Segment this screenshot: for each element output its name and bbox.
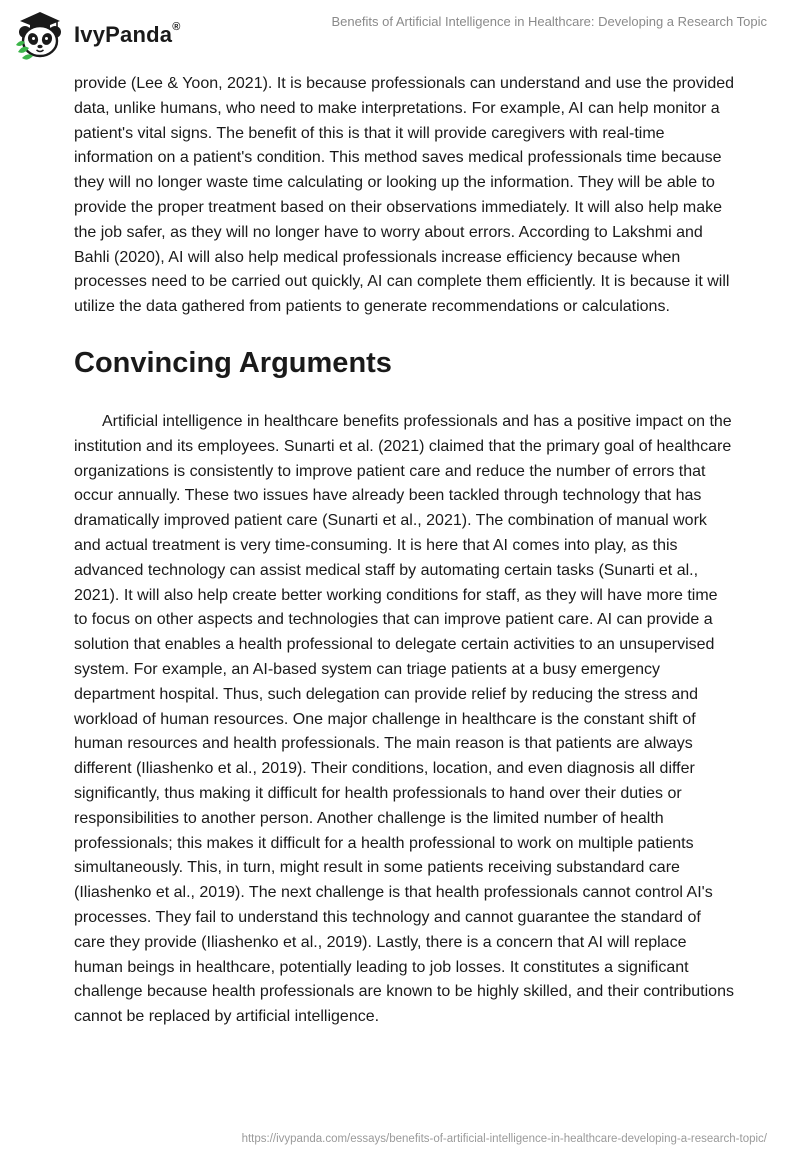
footer-url[interactable]: https://ivypanda.com/essays/benefits-of-artificial-intelligence-in-healthcare-developing-a-research-topic/ [241,1133,767,1145]
section-paragraph: Artificial intelligence in healthcare benefits professionals and has a positive impact on the institution and its employees. Sunarti et al. (2021) claimed that the primary goal of healthcare organizations is consistently to improve patient care and reduce the number of errors that occur annually. These two issues have already been tackled through technology that has dramatically improved patient care (Sunarti et al., 2021). The combination of manual work and actual treatment is very time-consuming. It is here that AI comes into play, as this advanced technology can assist medical staff by automating certain tasks (Sunarti et al., 2021). It will also help create better working conditions for staff, as they will have more time to focus on other aspects and technologies that can improve patient care. AI can provide a solution that enables a health professional to delegate certain activities to an unsupervised system. For example, an AI-based system can triage patients at a busy emergency department hospital. Thus, such delegation can provide relief by reducing the stress and workload of human resources. One major challenge in healthcare is the constant shift of human resources and health professionals. The main reason is that patients are always different (Iliashenko et al., 2019). Their conditions, location, and even diagnosis all differ significantly, thus making it difficult for health professionals to hand over their duties or responsibilities to another person. Another challenge is the limited number of health professionals; this makes it difficult for a health professional to work on multiple patients simultaneously. This, in turn, might result in some patients receiving substandard care (Iliashenko et al., 2019). The next challenge is that health professionals cannot control AI's processes. They fail to understand this technology and cannot guarantee the standard of care they provide (Iliashenko et al., 2019). Lastly, there is a concern that AI will replace human beings in healthcare, potentially leading to job losses. It constitutes a significant challenge because health professionals are known to be highly skilled, and their contributions cannot be replaced by artificial intelligence. [74,412,734,1026]
ivypanda-logo[interactable] [14,8,181,62]
logo-name: IvyPanda [74,22,173,47]
panda-graduate-icon [14,8,68,62]
essay-content [74,72,734,1030]
document-title: Benefits of Artificial Intelligence in Healthcare: Developing a Research Topic [331,14,767,29]
section-heading: Convincing Arguments [74,346,392,379]
registered-mark: ® [172,20,181,33]
logo-wordmark [74,22,181,48]
intro-paragraph: provide (Lee & Yoon, 2021). It is because professionals can understand and use the provided data, unlike humans, who need to make interpretations. For example, AI can help monitor a patient's vital signs. The benefit of this is that it will provide caregivers with real-time information on a patient's condition. This method saves medical professionals time because they will no longer waste time calculating or looking up the information. They will be able to provide the proper treatment based on their observations immediately. It will also help make the job safer, as they will no longer have to worry about errors. According to Lakshmi and Bahli (2020), AI will also help medical professionals increase efficiency because when processes need to be carried out quickly, AI can complete them efficiently. It is because it will utilize the data gathered from patients to generate recommendations or calculations. [74,75,735,316]
page-header [0,0,800,70]
